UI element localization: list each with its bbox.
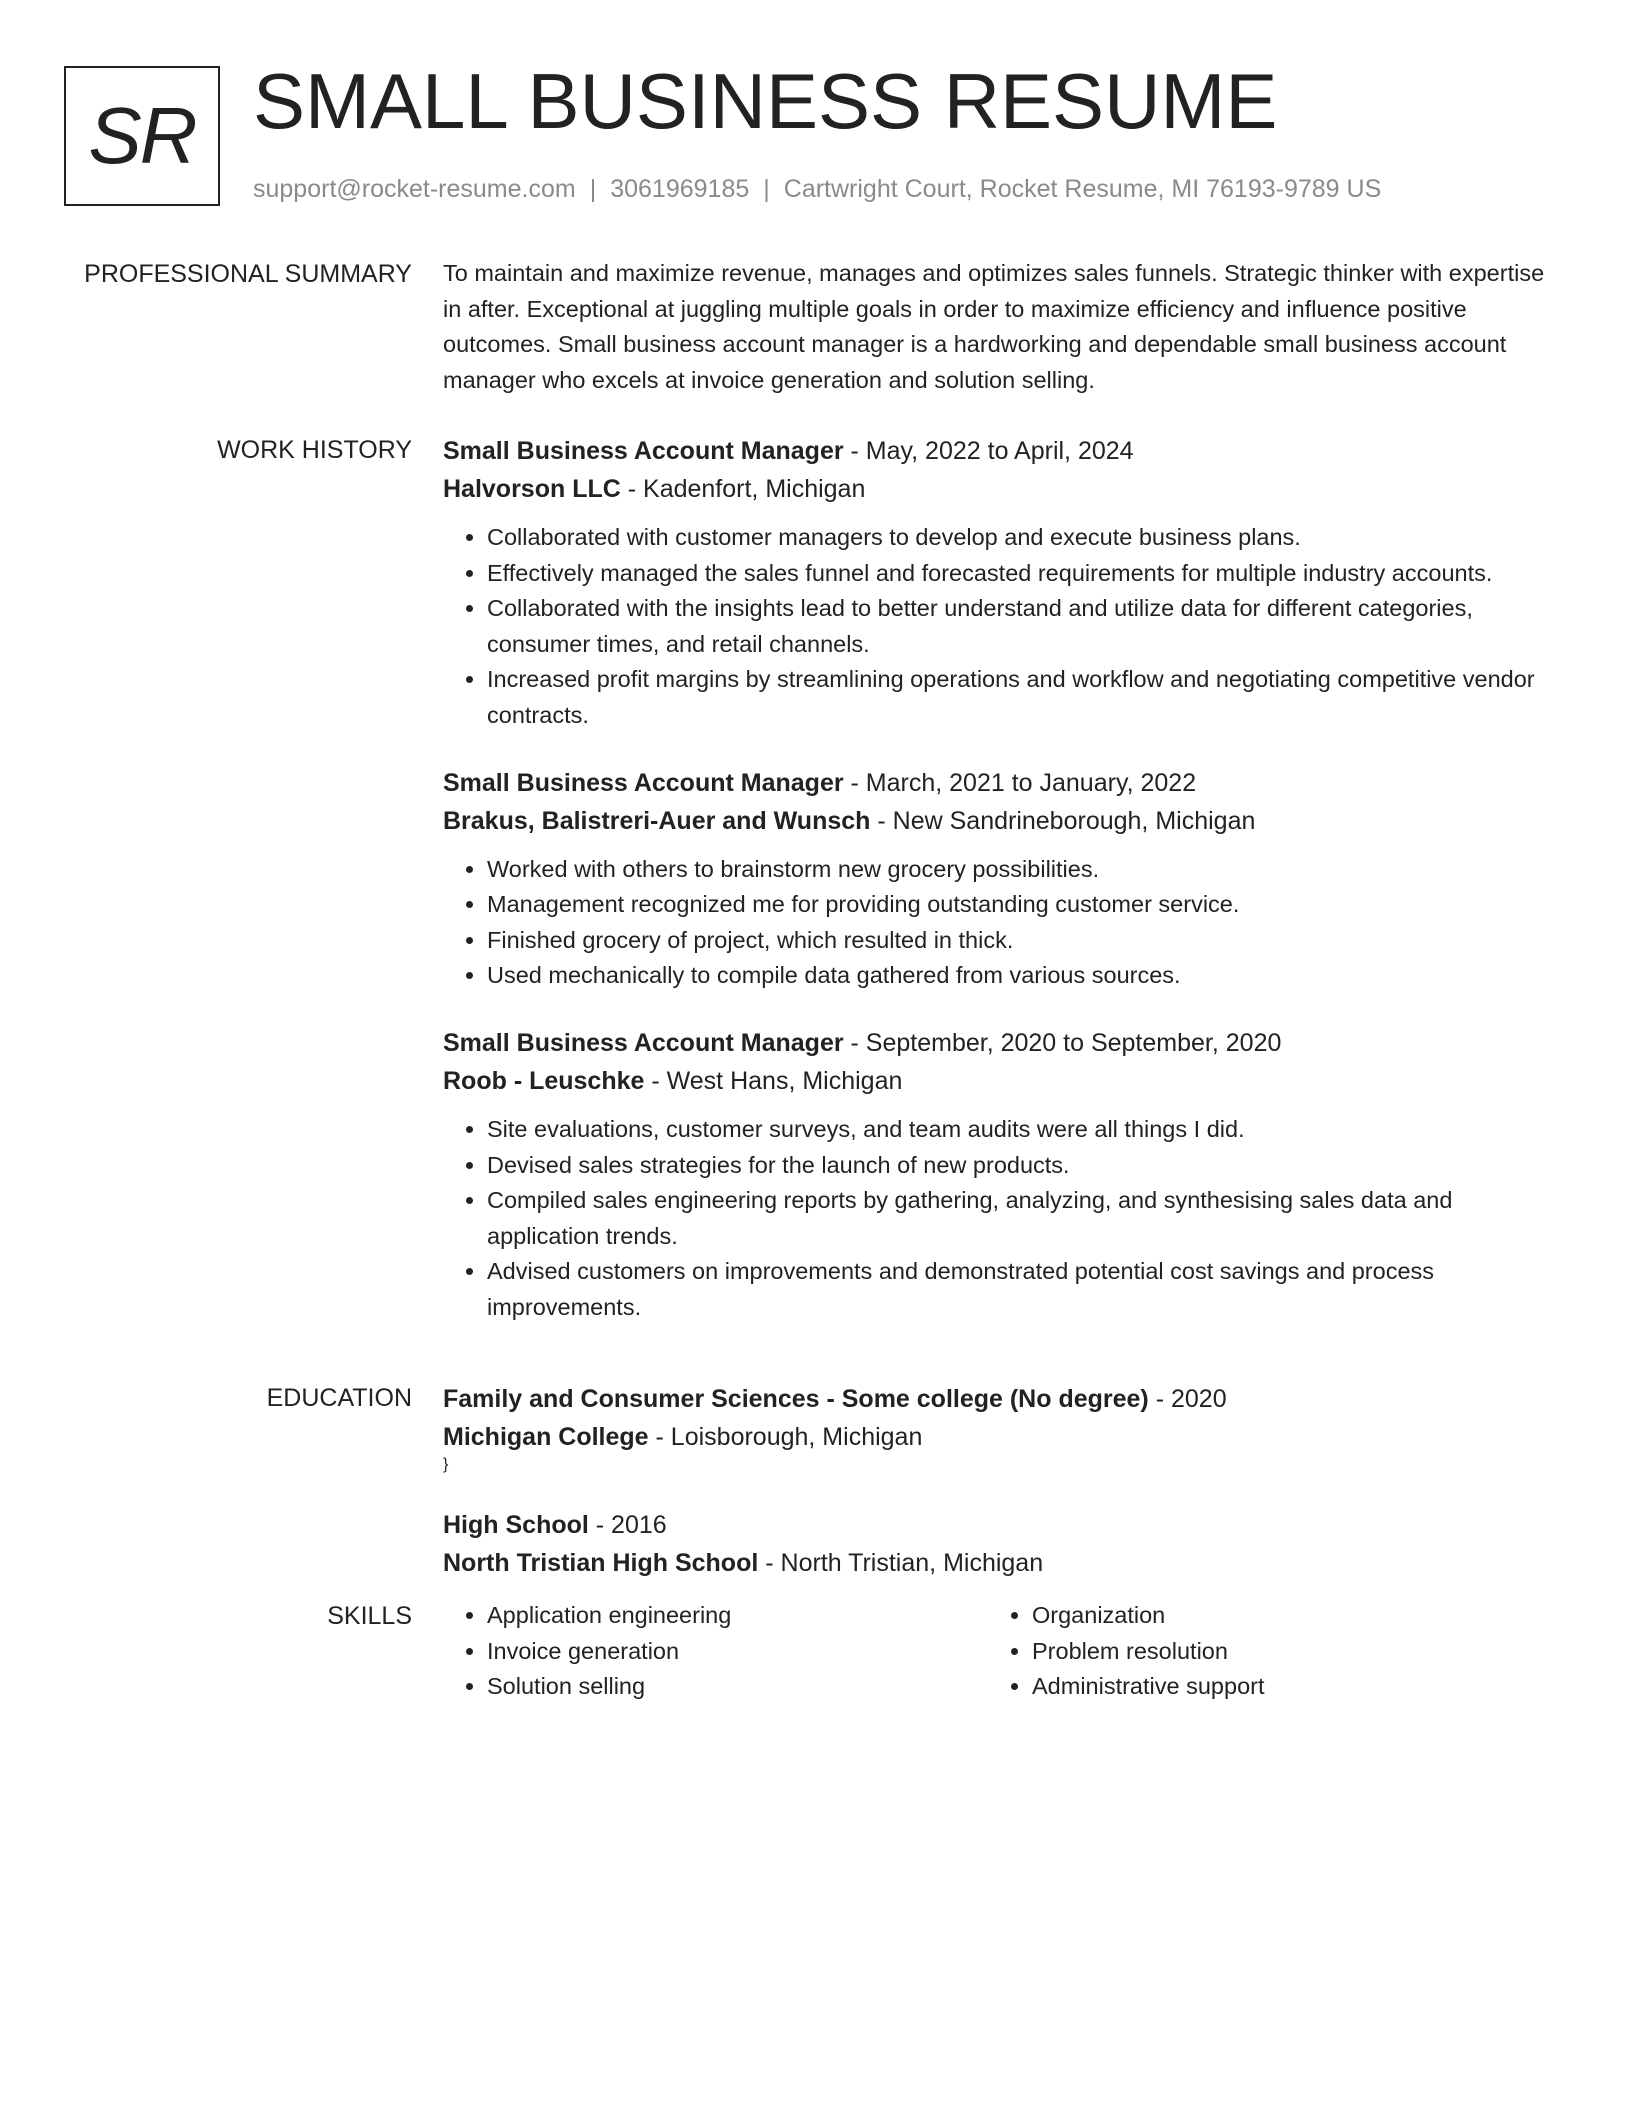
job-company: Roob - Leuschke (443, 1066, 645, 1095)
job-title: Small Business Account Manager (443, 437, 844, 465)
job-location: - New Sandrineborough, Michigan (870, 806, 1256, 835)
list-item: • Solution selling (487, 1669, 988, 1705)
job-dates: - May, 2022 to April, 2024 (843, 437, 1134, 465)
education-entry: Family and Consumer Sciences - Some college (No degree) - 2020 Michigan College - Loisborough, Michigan } (443, 1380, 1563, 1474)
list-item: • Organization (1032, 1598, 1533, 1634)
job-bullets (443, 1112, 1563, 1326)
job-entry (443, 1024, 1563, 1326)
education-location: - North Tristian, Michigan (758, 1549, 1044, 1577)
job-bullets (443, 852, 1563, 994)
job-company: Brakus, Balistreri-Auer and Wunsch (443, 806, 871, 835)
job-title-line (443, 764, 1563, 802)
section-label: EDUCATION (266, 1384, 412, 1412)
section-label: PROFESSIONAL SUMMARY (84, 260, 412, 288)
education-location: - Loisborough, Michigan (648, 1423, 923, 1451)
job-company: Halvorson LLC (443, 475, 621, 503)
list-item: • Management recognized me for providing outstanding customer service. (487, 887, 1563, 923)
job-dates: - September, 2020 to September, 2020 (843, 1028, 1282, 1057)
section-label: SKILLS (327, 1602, 412, 1630)
job-location: - Kadenfort, Michigan (620, 475, 866, 503)
education-school-line (443, 1418, 1563, 1456)
list-item: • Problem resolution (1032, 1634, 1533, 1670)
education-degree: High School (443, 1511, 589, 1539)
contact-separator: | (589, 175, 597, 203)
job-title-line (443, 1024, 1563, 1062)
list-item: • Administrative support (1032, 1669, 1533, 1705)
list-item: • Advised customers on improvements and demonstrated potential cost savings and process improvements. (487, 1254, 1563, 1325)
list-item: • Increased profit margins by streamlining operations and workflow and negotiating competitive vendor contracts. (487, 662, 1563, 733)
education-entry (443, 1506, 1563, 1582)
list-item: • Application engineering (487, 1598, 988, 1634)
contact-address: Cartwright Court, Rocket Resume, MI 76193-9789 US (783, 175, 1382, 203)
list-item: • Finished grocery of project, which resulted in thick. (487, 923, 1563, 959)
skills-column-1 (443, 1598, 988, 1705)
job-bullets (443, 520, 1563, 734)
monogram-logo: SR (64, 66, 220, 206)
contact-phone: 3061969185 (610, 175, 750, 203)
list-item: • Collaborated with customer managers to develop and execute business plans. (487, 520, 1563, 556)
job-company-line (443, 802, 1563, 840)
education-degree: Family and Consumer Sciences - Some college (No degree) (443, 1385, 1149, 1413)
list-item: • Devised sales strategies for the launch of new products. (487, 1148, 1563, 1184)
education-year: - 2016 (588, 1511, 667, 1539)
resume-title: SMALL BUSINESS RESUME (253, 57, 1278, 145)
contact-email: support@rocket-resume.com (253, 175, 576, 203)
section-label: WORK HISTORY (217, 436, 412, 464)
skills-list (988, 1598, 1533, 1705)
list-item: • Invoice generation (487, 1634, 988, 1670)
job-entry (443, 432, 1563, 734)
skills-columns (443, 1598, 1563, 1705)
job-title: Small Business Account Manager (443, 768, 844, 797)
skills-column-2 (988, 1598, 1533, 1705)
job-company-line (443, 1062, 1563, 1100)
education-degree-line (443, 1506, 1563, 1544)
skills-list (443, 1598, 988, 1705)
contact-line (253, 174, 1381, 204)
list-item: • Effectively managed the sales funnel and forecasted requirements for multiple industry accounts. (487, 556, 1563, 592)
job-location: - West Hans, Michigan (644, 1066, 903, 1095)
list-item: • Worked with others to brainstorm new grocery possibilities. (487, 852, 1563, 888)
summary-text: To maintain and maximize revenue, manages and optimizes sales funnels. Strategic thinker with expertise in after. Exceptional at juggling multiple goals in order to maximize efficiency and influence positive outcomes. Small business account manager is a hardworking and dependable small business account manager who excels at invoice generation and solution selling. (443, 260, 1545, 393)
education-school: North Tristian High School (443, 1549, 759, 1577)
job-company-line (443, 470, 1563, 508)
job-title-line (443, 432, 1563, 470)
job-entry (443, 764, 1563, 994)
job-title: Small Business Account Manager (443, 1028, 844, 1057)
list-item: • Used mechanically to compile data gathered from various sources. (487, 958, 1563, 994)
contact-separator: | (763, 175, 770, 203)
education-school: Michigan College (443, 1423, 649, 1451)
education-year: - 2020 (1148, 1385, 1227, 1413)
list-item: • Collaborated with the insights lead to better understand and utilize data for different categories, consumer times, and retail channels. (487, 591, 1563, 662)
education-school-line (443, 1544, 1563, 1582)
list-item: • Site evaluations, customer surveys, and team audits were all things I did. (487, 1112, 1563, 1148)
job-dates: - March, 2021 to January, 2022 (843, 768, 1197, 797)
education-degree-line (443, 1380, 1563, 1418)
list-item: • Compiled sales engineering reports by gathering, analyzing, and synthesising sales data and application trends. (487, 1183, 1563, 1254)
